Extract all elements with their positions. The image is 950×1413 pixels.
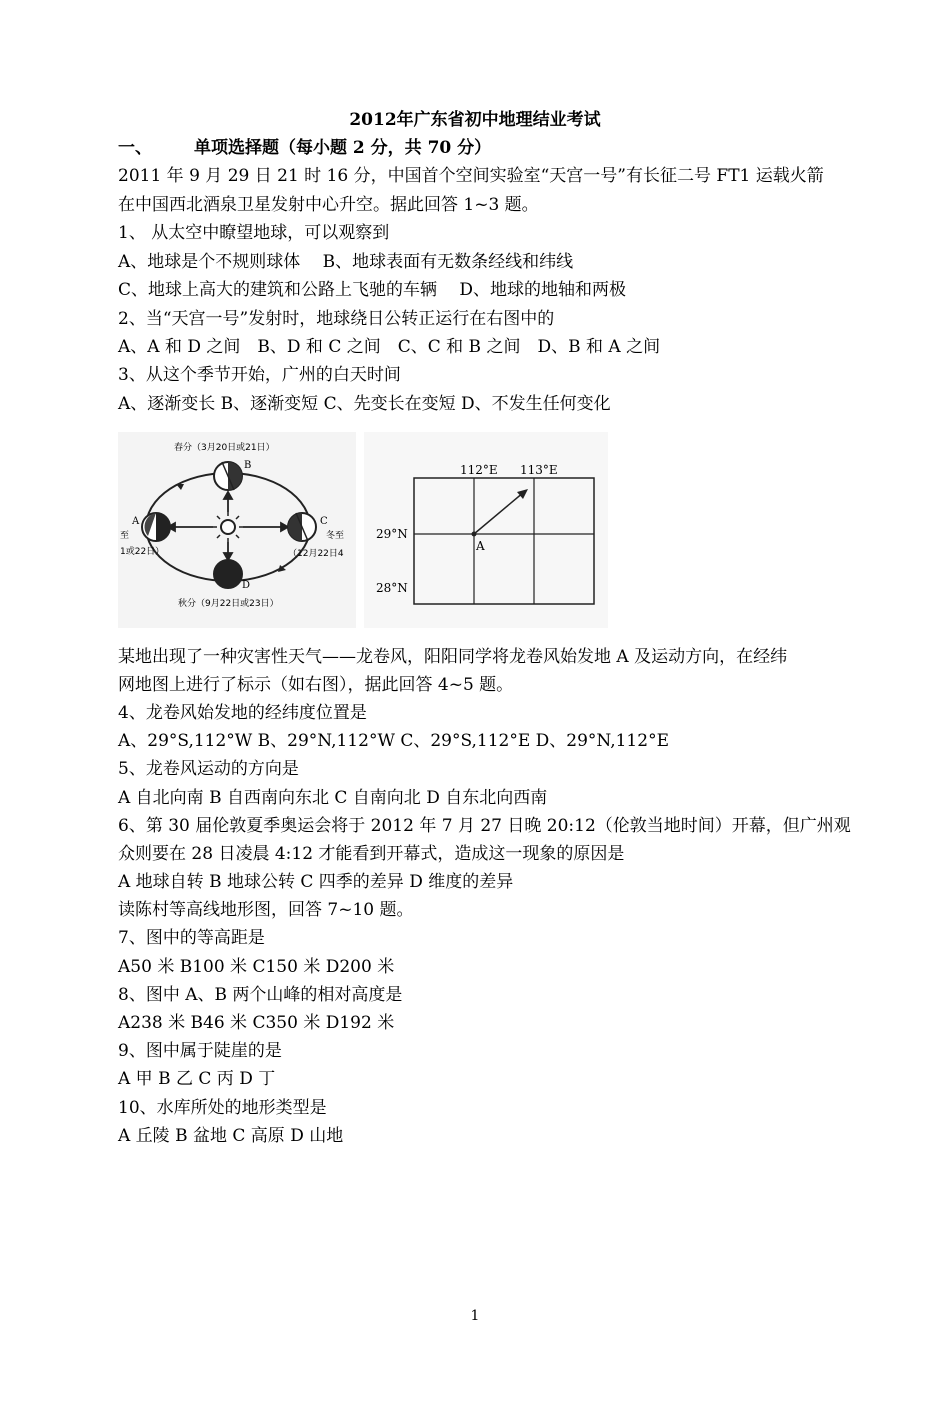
question-9-options: A 甲 B 乙 C 丙 D 丁 — [118, 1069, 276, 1089]
question-5-options: A 自北向南 B 自西南向东北 C 自南向北 D 自东北向西南 — [118, 788, 548, 808]
question-6-cont: 众则要在 28 日凌晨 4:12 才能看到开幕式，造成这一现象的原因是 — [118, 844, 625, 864]
autumn-equinox-label: 秋分（9月22日或23日） — [178, 599, 279, 609]
longitude-113-label: 113°E — [520, 463, 558, 477]
orbit-diagram — [118, 432, 356, 628]
question-1-options-cd: C、地球上高大的建筑和公路上飞驰的车辆 D、地球的地轴和两极 — [118, 280, 627, 300]
question-4-options: A、29°S,112°W B、29°N,112°W C、29°S,112°E D、29°N,112°E — [118, 731, 669, 751]
summer-solstice-date: 1或22日） — [120, 547, 165, 557]
point-a-label: A — [476, 539, 485, 553]
text-line: 读陈村等高线地形图，回答 7~10 题。 — [118, 900, 414, 920]
document-title: 2012年广东省初中地理结业考试 — [349, 110, 601, 130]
question-10-options: A 丘陵 B 盆地 C 高原 D 山地 — [118, 1126, 344, 1146]
question-3-options: A、逐渐变长 B、逐渐变短 C、先变长在变短 D、不发生任何变化 — [118, 394, 611, 414]
question-10: 10、水库所处的地形类型是 — [118, 1098, 327, 1118]
text-line: 2011 年 9 月 29 日 21 时 16 分，中国首个空间实验室“天宫一号”有长征二号 FT1 运载火箭 — [118, 166, 824, 186]
winter-solstice-date: （12月22日4 — [288, 549, 344, 559]
section-title: 单项选择题（每小题 2 分，共 70 分） — [194, 138, 492, 158]
figures-row — [118, 432, 608, 628]
summer-solstice-label: 至 — [120, 531, 130, 541]
latlong-grid-map — [364, 432, 608, 628]
question-7-options: A50 米 B100 米 C150 米 D200 米 — [118, 957, 395, 977]
question-8-options: A238 米 B46 米 C350 米 D192 米 — [118, 1013, 395, 1033]
question-3: 3、从这个季节开始，广州的白天时间 — [118, 365, 401, 385]
question-8: 8、图中 A、B 两个山峰的相对高度是 — [118, 985, 403, 1005]
question-9: 9、图中属于陡崖的是 — [118, 1041, 282, 1061]
section-heading — [118, 136, 491, 160]
longitude-112-label: 112°E — [460, 463, 498, 477]
point-b-label: B — [244, 460, 252, 471]
question-6: 6、第 30 届伦敦夏季奥运会将于 2012 年 7 月 27 日晚 20:12（伦敦当地时间）开幕，但广州观 — [118, 816, 851, 836]
point-c-label: C — [320, 516, 328, 527]
question-1-options-ab: A、地球是个不规则球体 B、地球表面有无数条经线和纬线 — [118, 252, 574, 272]
question-4: 4、龙卷风始发地的经纬度位置是 — [118, 703, 367, 723]
winter-solstice-label: 冬至 — [326, 531, 345, 541]
question-7: 7、图中的等高距是 — [118, 928, 265, 948]
page-number: 1 — [470, 1308, 480, 1324]
latitude-28-label: 28°N — [376, 581, 408, 595]
latitude-29-label: 29°N — [376, 527, 408, 541]
question-2-options: A、A 和 D 之间 B、D 和 C 之间 C、C 和 B 之间 D、B 和 A 之间 — [118, 337, 661, 357]
text-line: 网地图上进行了标示（如右图），据此回答 4~5 题。 — [118, 675, 514, 695]
spring-equinox-label: 春分（3月20日或21日） — [174, 443, 275, 453]
question-2: 2、当“天宫一号”发射时，地球绕日公转正运行在右图中的 — [118, 309, 555, 329]
point-d-label: D — [242, 580, 251, 591]
question-5: 5、龙卷风运动的方向是 — [118, 759, 299, 779]
question-1: 1、 从太空中瞭望地球，可以观察到 — [118, 223, 390, 243]
question-6-options: A 地球自转 B 地球公转 C 四季的差异 D 维度的差异 — [118, 872, 514, 892]
text-line: 在中国西北酒泉卫星发射中心升空。据此回答 1~3 题。 — [118, 195, 539, 215]
point-a-label: A — [132, 516, 140, 527]
text-line: 某地出现了一种灾害性天气——龙卷风，阳阳同学将龙卷风始发地 A 及运动方向，在经纬 — [118, 647, 788, 667]
section-number: 一、 — [118, 138, 152, 158]
